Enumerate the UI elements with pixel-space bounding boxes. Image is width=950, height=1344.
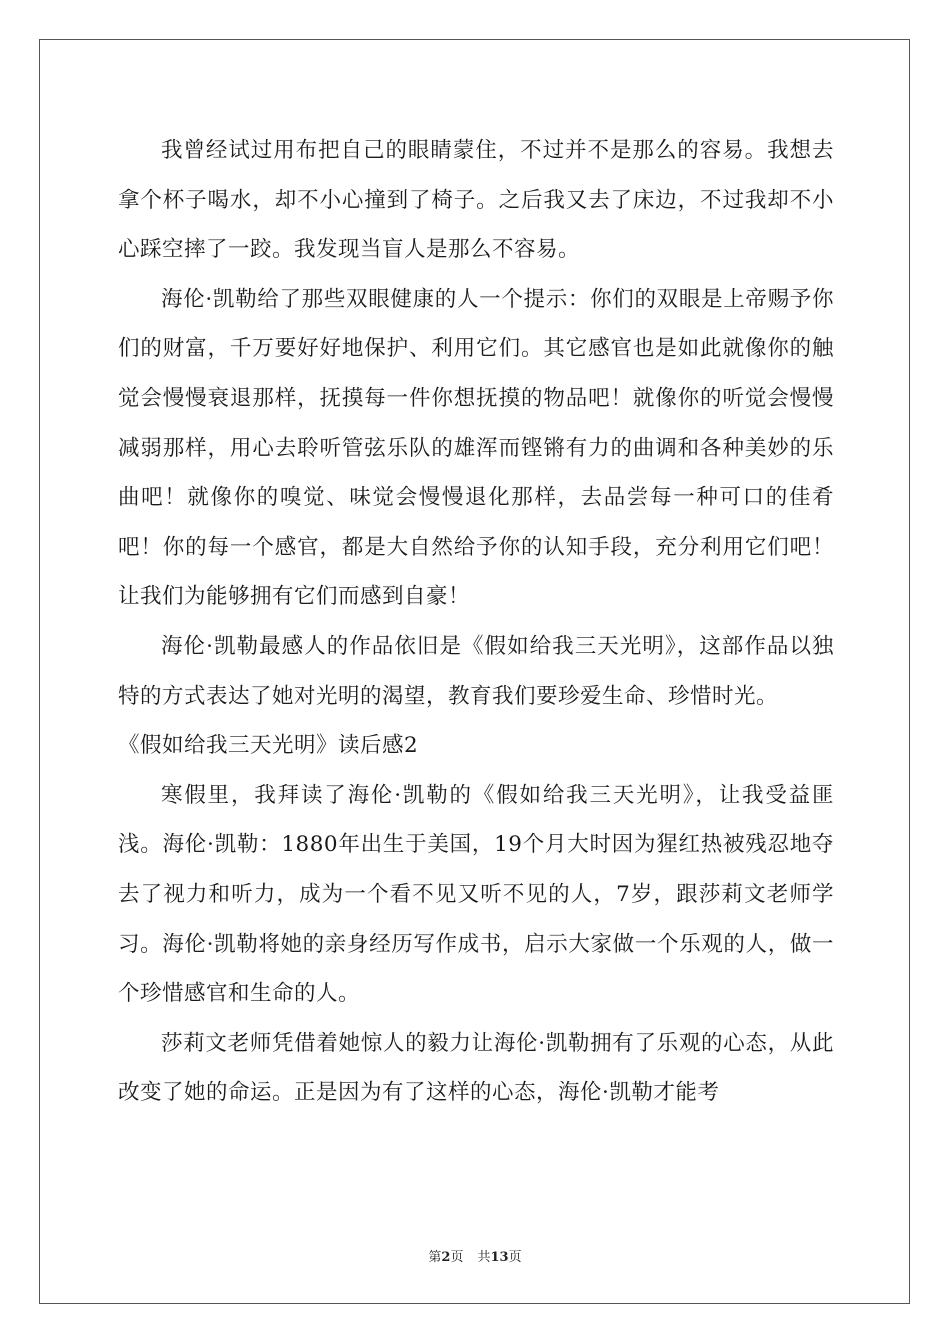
total-page-number: 13 — [490, 1250, 509, 1265]
total-suffix: 页 — [508, 1250, 522, 1265]
page-suffix: 页 — [450, 1250, 464, 1265]
paragraph: 海伦·凯勒给了那些双眼健康的人一个提示：你们的双眼是上帝赐予你们的财富，千万要好好地保护、利用它们。其它感官也是如此就像你的触觉会慢慢衰退那样，抚摸每一件你想抚摸的物品吧！就像你的听觉会慢慢减弱那样，用心去聆听管弦乐队的雄浑而铿锵有力的曲调和各种美妙的乐曲吧！就像你的嗅觉、味觉会慢慢退化那样，去品尝每一种可口的佳肴吧！你的每一个感官，都是大自然给予你的认知手段，充分利用它们吧！让我们为能够拥有它们而感到自豪！ — [118, 286, 834, 610]
current-page-number: 2 — [441, 1250, 451, 1265]
document-body — [118, 126, 834, 1118]
page-footer — [0, 1246, 950, 1265]
paragraph: 莎莉文老师凭借着她惊人的毅力让海伦·凯勒拥有了乐观的心态，从此改变了她的命运。正是因为有了这样的心态，海伦·凯勒才能考 — [118, 1030, 834, 1106]
paragraph: 海伦·凯勒最感人的作品依旧是《假如给我三天光明》，这部作品以独特的方式表达了她对光明的渴望，教育我们要珍爱生命、珍惜时光。 — [118, 633, 834, 709]
total-prefix: 共 — [477, 1250, 491, 1265]
paragraph: 我曾经试过用布把自己的眼睛蒙住，不过并不是那么的容易。我想去拿个杯子喝水，却不小心撞到了椅子。之后我又去了床边，不过我却不小心踩空摔了一跤。我发现当盲人是那么不容易。 — [118, 138, 834, 263]
paragraph: 寒假里，我拜读了海伦·凯勒的《假如给我三天光明》，让我受益匪浅。海伦·凯勒：1880年出生于美国，19个月大时因为猩红热被残忍地夺去了视力和听力，成为一个看不见又听不见的人，7岁，跟莎莉文老师学习。海伦·凯勒将她的亲身经历写作成书，启示大家做一个乐观的人，做一个珍惜感官和生命的人。 — [118, 782, 834, 1007]
section-heading: 《假如给我三天光明》读后感2 — [118, 733, 419, 759]
page-prefix: 第 — [428, 1250, 442, 1265]
